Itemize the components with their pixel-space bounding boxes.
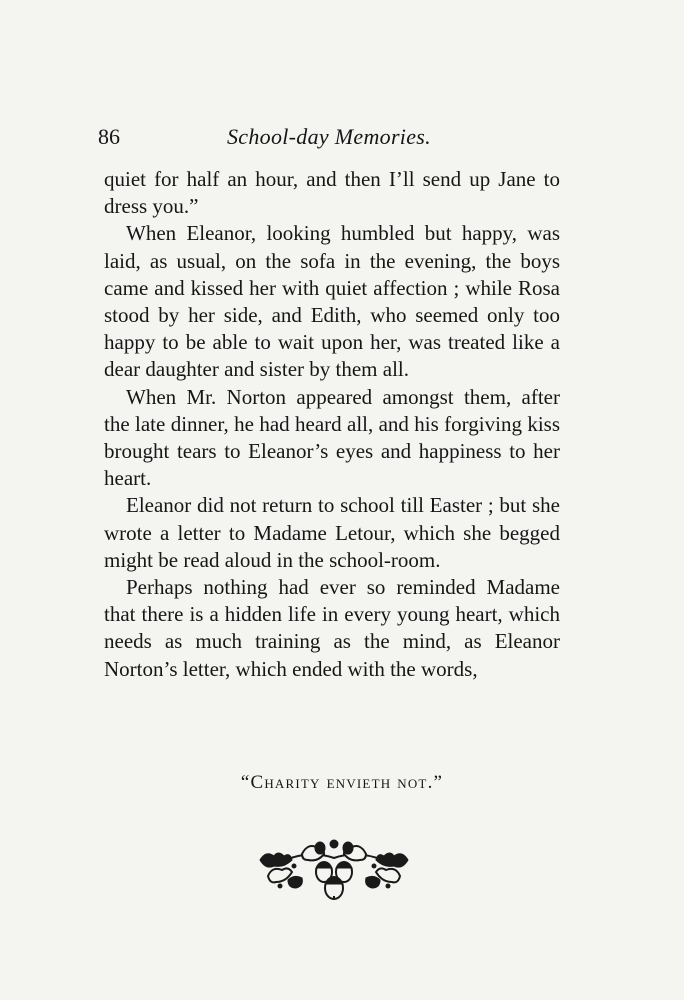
paragraph: Perhaps nothing had ever so reminded Madame that there is a hidden life in every young heart, which needs as much training as the mind, as Eleanor Norton’s letter, which ended with the words,	[104, 575, 560, 681]
paragraph: When Eleanor, looking humbled but happy, was laid, as usual, on the sofa in the evening, the boys came and kissed her with quiet affection ; while Rosa stood by her side, and Edith, who seemed only too happy to be able to wait upon her, was treated like a dear daughter and sister by them all.	[104, 221, 560, 382]
page-number: 86	[98, 124, 120, 149]
body-text	[104, 166, 560, 683]
acorn-oak-leaf-ornament-icon	[254, 836, 414, 902]
paragraph-continued: quiet for half an hour, and then I’ll send up Jane to dress you.”	[104, 167, 560, 219]
running-title: School-day Memories.	[227, 124, 431, 149]
closing-motto: “Charity envieth not.”	[240, 772, 444, 793]
paragraph: When Mr. Norton appeared amongst them, after the late dinner, he had heard all, and his forgiving kiss brought tears to Eleanor’s eyes and happiness to her heart.	[104, 384, 560, 491]
page-header	[98, 120, 538, 154]
paragraph: Eleanor did not return to school till Easter ; but she wrote a letter to Madame Letour, which she begged might be read aloud in the school-room.	[104, 493, 560, 572]
